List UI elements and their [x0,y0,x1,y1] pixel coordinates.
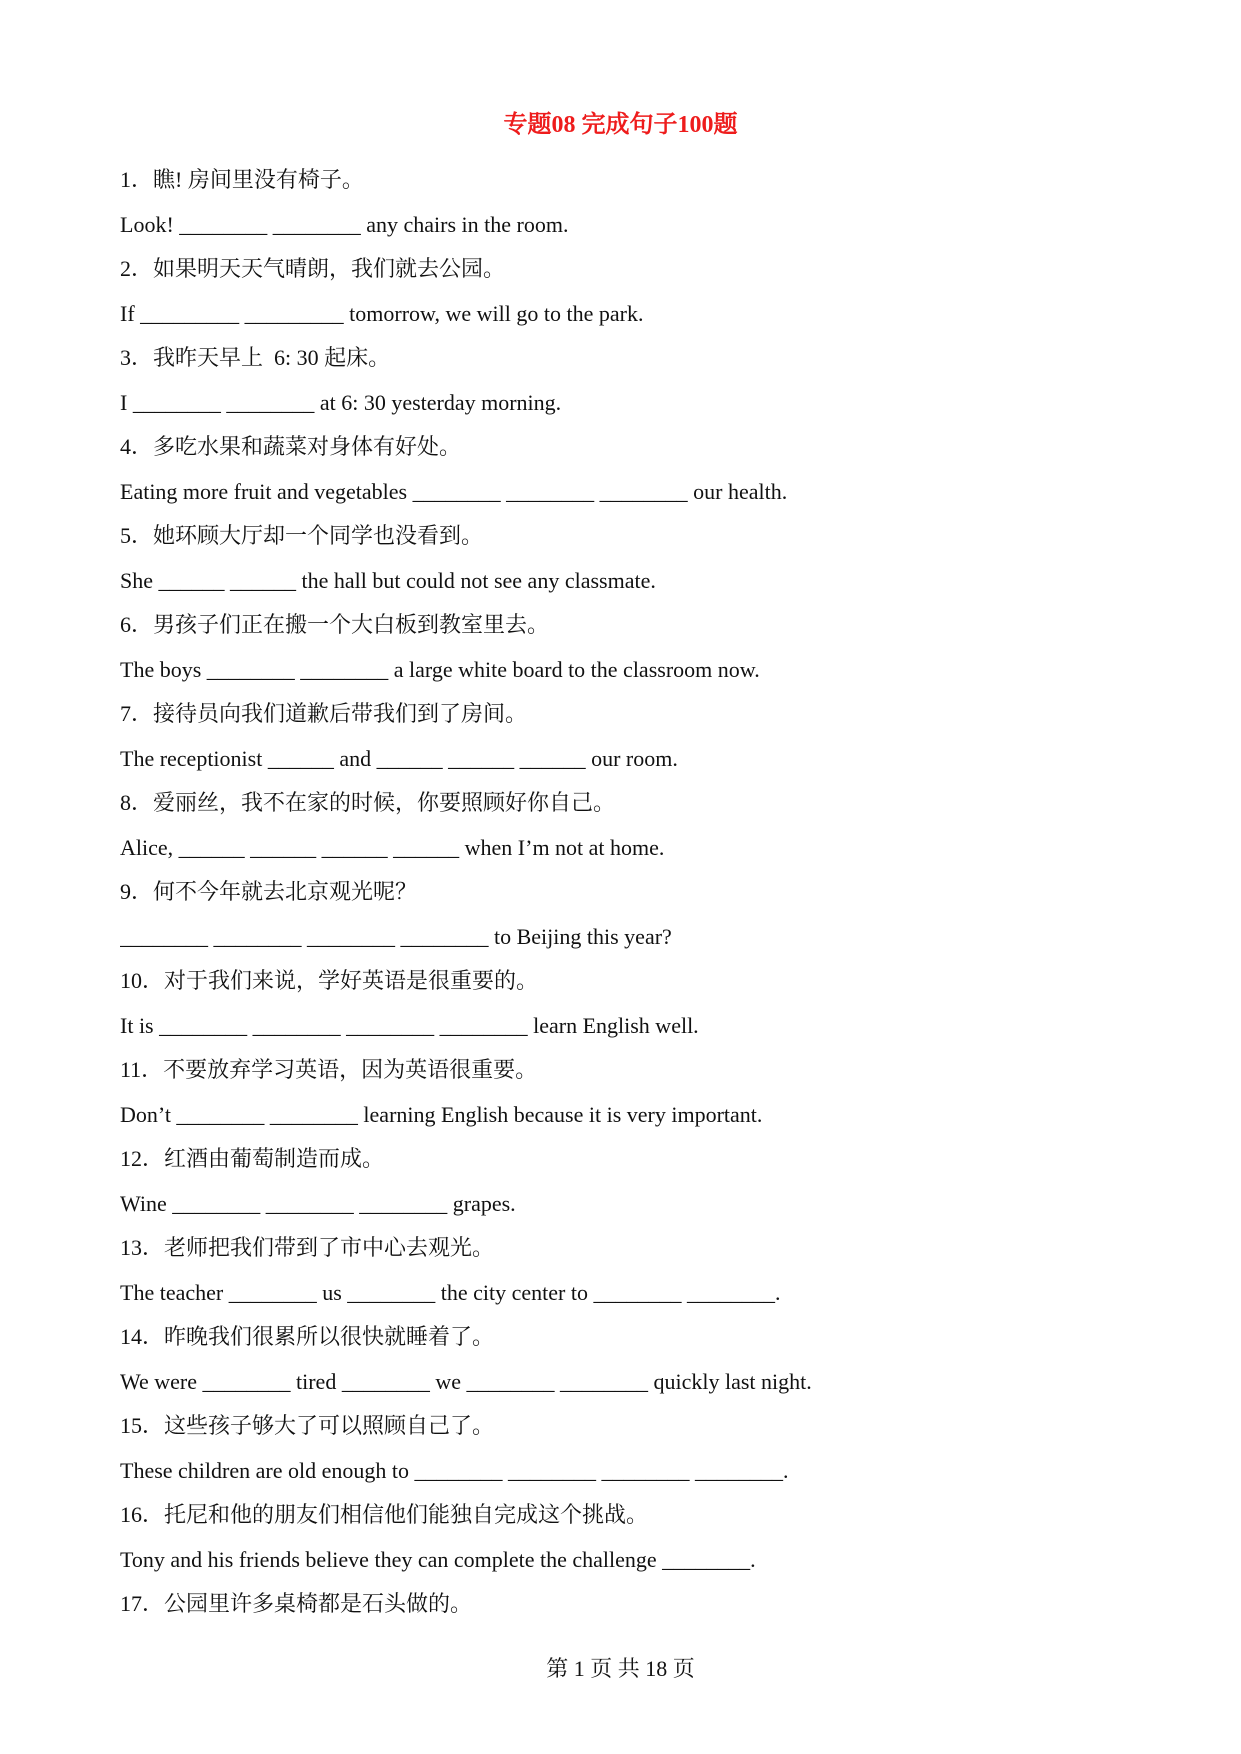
question-sentence: The teacher ________ us ________ the city center to ________ ________. [120,1279,781,1305]
question-prompt: 2．如果明天天气晴朗，我们就去公园。 [120,256,506,281]
question-prompt: 6．男孩子们正在搬一个大白板到教室里去。 [120,612,550,637]
question-item [120,158,1130,247]
question-item [120,692,1130,781]
question-sentence: The boys ________ ________ a large white board to the classroom now. [120,656,760,682]
question-sentence: Eating more fruit and vegetables ________ ________ ________ our health. [120,478,788,504]
question-prompt: 8．爱丽丝，我不在家的时候，你要照顾好你自己。 [120,790,616,815]
question-item [120,1582,1130,1627]
question-prompt: 10．对于我们来说，学好英语是很重要的。 [120,968,539,993]
question-prompt: 3．我昨天早上 6: 30 起床。 [120,345,391,370]
question-sentence: Look! ________ ________ any chairs in the room. [120,211,569,237]
question-item [120,425,1130,514]
question-item [120,1404,1130,1493]
question-item [120,1315,1130,1404]
question-prompt: 9．何不今年就去北京观光呢？ [120,879,418,904]
question-item [120,1493,1130,1582]
question-sentence: She ______ ______ the hall but could not see any classmate. [120,567,656,593]
question-prompt: 14．昨晚我们很累所以很快就睡着了。 [120,1324,495,1349]
question-sentence: Tony and his friends believe they can complete the challenge ________. [120,1546,756,1572]
question-prompt: 4．多吃水果和蔬菜对身体有好处。 [120,434,462,459]
question-sentence: Wine ________ ________ ________ grapes. [120,1190,516,1216]
question-prompt: 11．不要放弃学习英语，因为英语很重要。 [120,1057,538,1082]
question-list [120,158,1130,1627]
question-prompt: 13．老师把我们带到了市中心去观光。 [120,1235,495,1260]
question-item [120,1048,1130,1137]
question-prompt: 17．公园里许多桌椅都是石头做的。 [120,1591,473,1616]
question-prompt: 15．这些孩子够大了可以照顾自己了。 [120,1413,495,1438]
question-sentence: It is ________ ________ ________ ________ learn English well. [120,1012,699,1038]
question-item [120,959,1130,1048]
question-item [120,247,1130,336]
question-sentence: The receptionist ______ and ______ ______ ______ our room. [120,745,678,771]
question-sentence: We were ________ tired ________ we ________ ________ quickly last night. [120,1368,812,1394]
question-sentence: I ________ ________ at 6: 30 yesterday morning. [120,389,562,415]
question-prompt: 7．接待员向我们道歉后带我们到了房间。 [120,701,528,726]
question-item [120,870,1130,959]
question-prompt: 5．她环顾大厅却一个同学也没看到。 [120,523,484,548]
question-sentence: These children are old enough to ________ ________ ________ ________. [120,1457,789,1483]
question-item [120,1226,1130,1315]
question-sentence: ________ ________ ________ ________ to Beijing this year? [120,923,672,949]
question-item [120,336,1130,425]
page-title: 专题08 完成句子100题 [503,112,738,138]
question-prompt: 16．托尼和他的朋友们相信他们能独自完成这个挑战。 [120,1502,649,1527]
question-sentence: Don’t ________ ________ learning English because it is very important. [120,1101,763,1127]
question-sentence: If _________ _________ tomorrow, we will go to the park. [120,300,644,326]
question-item [120,1137,1130,1226]
question-prompt: 1．瞧! 房间里没有椅子。 [120,167,364,192]
question-item [120,603,1130,692]
question-item [120,514,1130,603]
question-item [120,781,1130,870]
question-prompt: 12．红酒由葡萄制造而成。 [120,1146,385,1171]
question-sentence: Alice, ______ ______ ______ ______ when I’m not at home. [120,834,665,860]
page-footer: 第 1 页 共 18 页 [546,1656,695,1681]
